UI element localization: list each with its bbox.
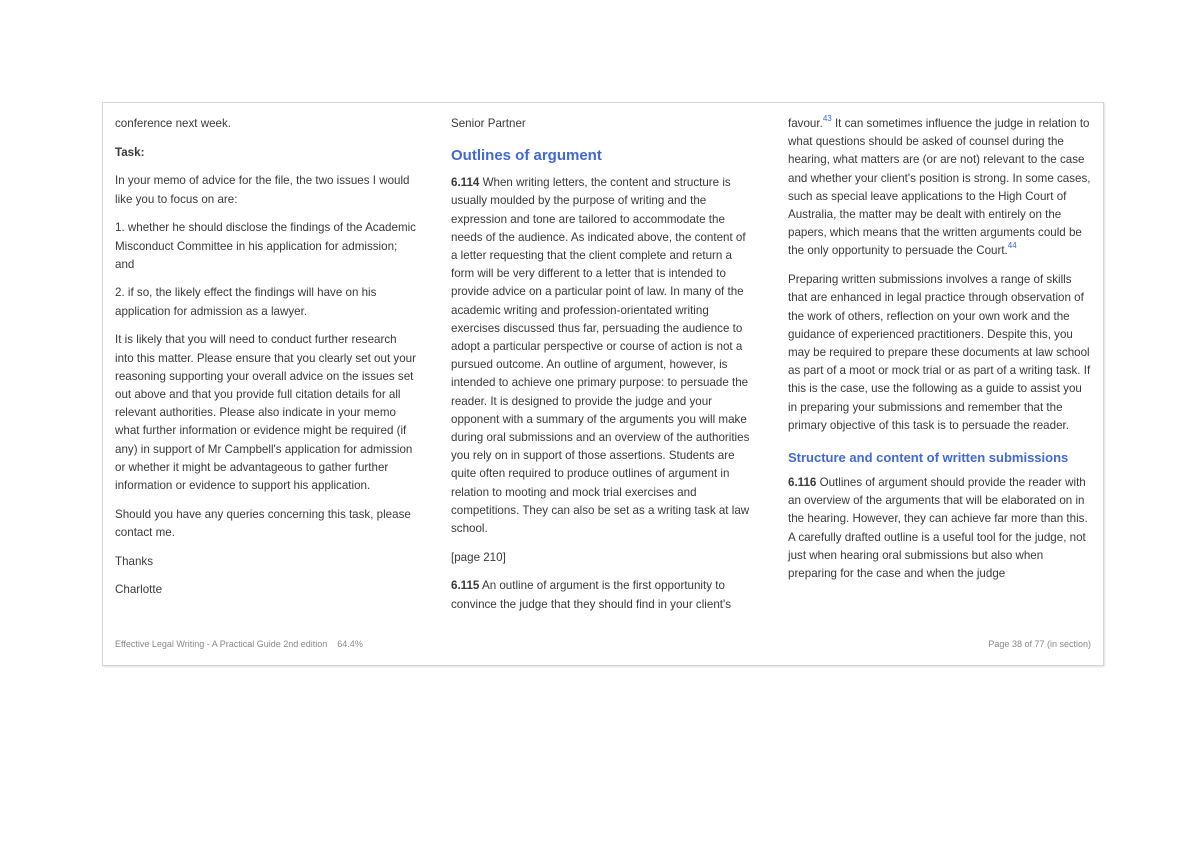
paragraph-6-116 [788,474,1094,583]
paragraph: Thanks [115,554,154,568]
left-column [115,115,417,610]
paragraph-text: An outline of argument is the first opportunity to convince the judge that they should find in your client's [451,579,731,611]
page-marker: [page 210] [451,550,506,564]
paragraph-text: It can sometimes influence the judge in relation to what questions should be asked of counsel during the hearing, what matters are (or are not) relevant to the case and whether your client's position is strong. In some cases, such as special leave applications to the High Court of Australia, the matter may be dealt with entirely on the papers, which means that the written arguments could be the only opportunity to persuade the Court. [788,117,1091,258]
paragraph-text: Outlines of argument should provide the reader with an overview of the arguments that will be elaborated on in the hearing. However, they can achieve far more than this. A carefully drafted outline is a useful tool for the judge, not just when hearing oral submissions but also when preparing for the case and when the judge [788,475,1088,580]
paragraph: conference next week. [115,117,232,130]
book-title: Effective Legal Writing - A Practical Guide 2nd edition [115,639,328,649]
paragraph: It is likely that you will need to conduct further research into this matter. Please ensure that you clearly set out your reasoning supporting your overall advice on the issues set out above and that you provide full citation details for all relevant authorities. Please also indicate in your memo what further information or evidence might be required (if any) in support of Mr Campbell's application for admission or whether it might be advantageous to gather further information or evidence to support his application. [115,333,416,492]
footnote-link-44[interactable]: 44 [1007,241,1017,251]
paragraph: Senior Partner [451,117,526,130]
footer-book-info [115,639,363,649]
paragraph [788,115,1094,261]
paragraph: 1. whether he should disclose the findings of the Academic Misconduct Committee in his application for admission; and [115,221,416,271]
footnote-link-43[interactable]: 43 [822,114,832,123]
paragraph: Preparing written submissions involves a range of skills that are enhanced in legal practice through observation of the work of others, reflection on your own work and the guidance of experienced practitioners. Despite this, you may be required to prepare these documents at law school as part of a moot or mock trial or as part of a writing task. If this is the case, use the following as a guide to assist you in preparing your submissions and remember that the primary objective of this task is to persuade the reader. [788,273,1091,432]
paragraph-number: 6.114 [451,176,480,190]
page-indicator: Page 38 of 77 (in section) [988,639,1091,649]
paragraph-number: 6.116 [788,475,817,489]
task-label: Task: [115,145,145,159]
paragraph-6-114 [451,174,753,538]
paragraph: 2. if so, the likely effect the findings will have on his application for admission as a lawyer. [115,286,377,318]
section-heading: Outlines of argument [451,147,602,165]
paragraph: In your memo of advice for the file, the two issues I would like you to focus on are: [115,174,410,206]
right-column [788,115,1094,594]
paragraph-6-115 [451,577,753,613]
subsection-heading: Structure and content of written submissions [788,449,1069,465]
signature-name: Charlotte [115,583,163,597]
paragraph-number: 6.115 [451,579,480,593]
paragraph: Should you have any queries concerning this task, please contact me. [115,507,411,539]
middle-column [451,115,753,624]
reading-progress: 64.4% [337,639,363,649]
book-page [102,102,1104,666]
paragraph-text: favour. [788,117,823,130]
paragraph-text: When writing letters, the content and structure is usually moulded by the purpose of writing and the expression and tone are tailored to accommodate the needs of the audience. As indicated above, the content of a letter requesting that the client complete and return a form will be very different to a letter that is intended to provide advice on a particular point of law. In many of the academic writing and profession-orientated writing exercises discussed thus far, persuading the audience to adopt a particular perspective or course of action is not a pursued outcome. An outline of argument, however, is intended to achieve one primary purpose: to persuade the reader. It is designed to provide the judge and your opponent with a summary of the arguments you will make during oral submissions and an overview of the authorities you rely on in support of those assertions. Students are quite often required to produce outlines of argument in relation to mooting and mock trial exercises and competitions. They can also be set as a writing task at law school. [451,176,750,536]
